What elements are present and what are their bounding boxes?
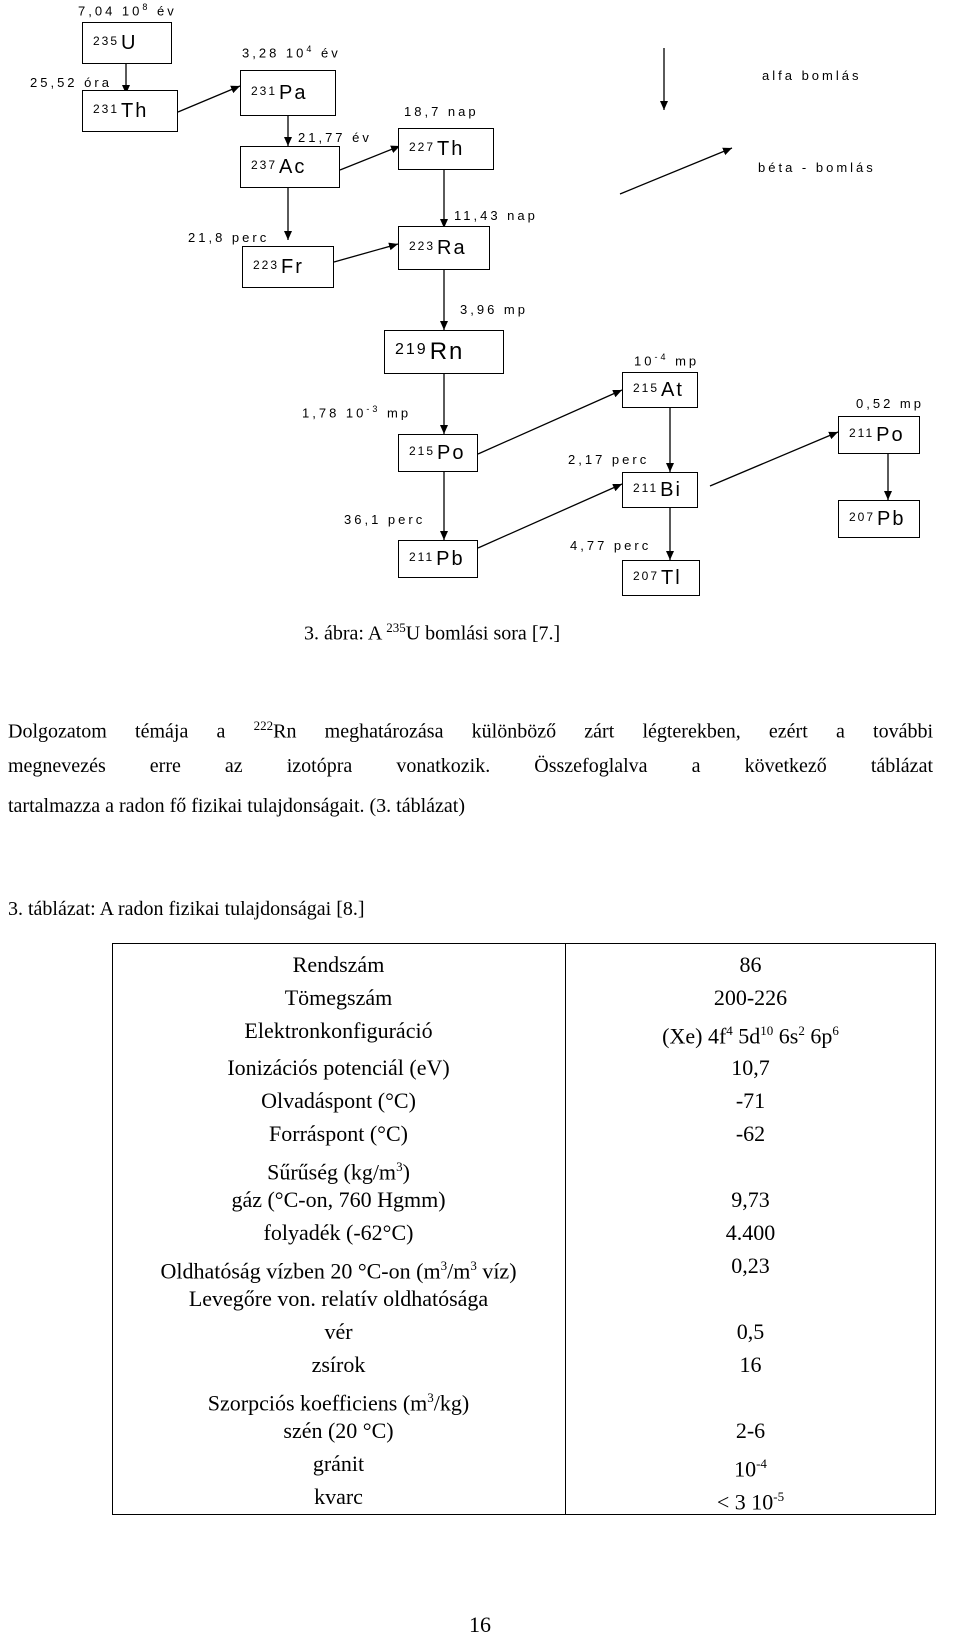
legend-beta-arrow xyxy=(620,148,732,194)
table-left-column xyxy=(112,948,565,1513)
nuclide-th231: $^{231}$ Th xyxy=(82,90,178,132)
arrow-fr223-ra223 xyxy=(334,244,398,262)
table-cell-label: Ionizációs potenciál (eV) xyxy=(227,1055,450,1080)
table-cell-label: szén (20 °C) xyxy=(283,1418,394,1443)
halflife-bi211: 4,77 perc xyxy=(570,538,652,553)
table-cell-value xyxy=(565,1150,936,1183)
nuclide-fr223: $^{223}$ Fr xyxy=(242,246,334,288)
table-cell-label: Oldhatóság vízben 20 °C-on ($m^3/m^3$ víz) xyxy=(160,1258,517,1284)
table-cell-value: 16 xyxy=(739,1352,762,1377)
legend-beta-label: béta - bomlás xyxy=(758,160,876,175)
halflife-th231: 25,52 óra xyxy=(30,75,112,90)
halflife-fr223: 21,8 perc xyxy=(188,230,270,245)
halflife-ac227: 21,77 év xyxy=(298,130,372,145)
table-cell-value: < 3 $10^{-5}$ xyxy=(716,1489,785,1515)
nuclide-u235: $^{235}$ U xyxy=(82,22,172,64)
arrow-ac227-th227 xyxy=(340,146,400,170)
table-cell-value: 0,23 xyxy=(731,1253,770,1278)
table-cell-value: 10,7 xyxy=(731,1055,770,1080)
halflife-th227: 18,7 nap xyxy=(404,104,479,119)
nuclide-pa231: $^{231}$ Pa xyxy=(240,70,336,116)
table-cell-label: Rendszám xyxy=(292,952,385,977)
table-cell-label: Olvadáspont (°C) xyxy=(261,1088,416,1113)
halflife-po215: 1,78 $10^{-3}$ mp xyxy=(302,404,412,421)
table-cell-label: gáz (°C-on, 760 Hgmm) xyxy=(231,1187,446,1212)
nuclide-ac227: $^{237}$ Ac xyxy=(240,146,340,188)
table-cell-label: kvarc xyxy=(314,1484,363,1509)
table-cell-value: -62 xyxy=(735,1121,766,1146)
table-cell-value: (Xe) $4f^4$ $5d^{10}$ $6s^2$ $6p^6$ xyxy=(662,1023,839,1049)
halflife-ra223: 11,43 nap xyxy=(454,208,538,223)
table-cell-label: vér xyxy=(324,1319,353,1344)
nuclide-tl207: $^{207}$ Tl xyxy=(622,560,700,596)
halflife-pb211: 36,1 perc xyxy=(344,512,426,527)
table-cell-label: Szorpciós koefficiens $(m^3/kg)$ xyxy=(207,1390,470,1416)
nuclide-pb211: $^{211}$ Pb xyxy=(398,540,478,578)
table-cell-value: 9,73 xyxy=(731,1187,770,1212)
halflife-at215: $10^{-4}$ mp xyxy=(634,352,700,369)
table-right-column xyxy=(565,948,936,1513)
paragraph-line-3: tartalmazza a radon fő fizikai tulajdonságait. (3. táblázat) xyxy=(8,795,466,817)
nuclide-po211: $^{211}$ Po xyxy=(838,416,920,454)
table-cell-value: -71 xyxy=(735,1088,766,1113)
table-cell-value: 86 xyxy=(739,952,762,977)
arrow-po215-at215 xyxy=(478,390,622,454)
nuclide-rn219: $^{219}$ Rn xyxy=(384,330,504,374)
table-cell-label: gránit xyxy=(312,1451,365,1476)
nuclide-pb207: $^{207}$ Pb xyxy=(838,500,920,538)
arrow-th231-pa231 xyxy=(178,86,240,112)
halflife-u235: 7,04 $10^8$ év xyxy=(78,2,177,19)
table-caption: 3. táblázat: A radon fizikai tulajdonságai [8.] xyxy=(8,898,365,920)
table-cell-label: Levegőre von. relatív oldhatósága xyxy=(188,1286,489,1311)
nuclide-th227: $^{227}$ Th xyxy=(398,128,494,170)
halflife-rn219: 3,96 mp xyxy=(460,302,528,317)
nuclide-bi211: $^{211}$ Bi xyxy=(622,472,698,508)
legend-alpha-label: alfa bomlás xyxy=(762,68,862,83)
body-paragraph xyxy=(8,706,933,826)
halflife-pa231: 3,28 $10^4$ év xyxy=(242,44,341,61)
table-cell-value: $10^{-4}$ xyxy=(734,1456,767,1482)
table-cell-value: 2-6 xyxy=(735,1418,766,1443)
paragraph-line-1: Dolgozatom témája a $^{222}$Rn meghatározása különböző zárt légterekben, ezért a további xyxy=(8,718,934,743)
table-cell-label: folyadék (-62°C) xyxy=(263,1220,414,1245)
table-cell-value xyxy=(565,1282,936,1315)
table-cell-label: Sűrűség $(kg/m^3)$ xyxy=(267,1159,410,1185)
figure-caption: 3. ábra: A $^{235}$U bomlási sora [7.] xyxy=(304,620,561,645)
table-cell-label: Tömegszám xyxy=(284,985,393,1010)
table-cell-value: 0,5 xyxy=(736,1319,765,1344)
paragraph-line-2: megnevezés erre az izotópra vonatkozik. Összefoglalva a következő táblázat xyxy=(8,755,933,777)
page-number: 16 xyxy=(469,1612,491,1637)
table-cell-label: Elektronkonfiguráció xyxy=(244,1018,433,1043)
nuclide-at215: $^{215}$ At xyxy=(622,372,698,408)
nuclide-po215: $^{215}$ Po xyxy=(398,434,478,472)
halflife-po211: 0,52 mp xyxy=(856,396,924,411)
arrow-bi211-po211 xyxy=(710,432,838,486)
table-cell-value: 200-226 xyxy=(713,985,788,1010)
halflife-po215-beta: 2,17 perc xyxy=(568,452,650,467)
table-cell-value xyxy=(565,1381,936,1414)
table-cell-value: 4.400 xyxy=(725,1220,776,1245)
table-cell-label: zsírok xyxy=(311,1352,366,1377)
table-cell-label: Forráspont (°C) xyxy=(269,1121,408,1146)
nuclide-ra223: $^{223}$ Ra xyxy=(398,226,490,270)
